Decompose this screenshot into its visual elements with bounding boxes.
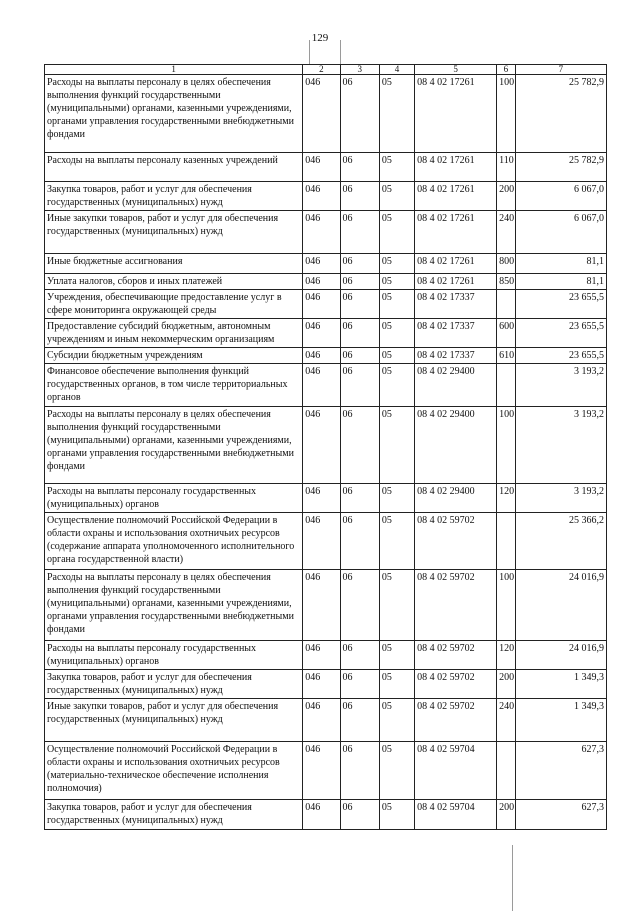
- subsection-code: 05: [379, 570, 414, 641]
- row-name: Закупка товаров, работ и услуг для обеспечения государственных (муниципальных) нужд: [45, 182, 303, 211]
- amount: 81,1: [515, 274, 606, 290]
- subsection-code: 05: [379, 364, 414, 407]
- row-name: Уплата налогов, сборов и иных платежей: [45, 274, 303, 290]
- row-name: Осуществление полномочий Российской Федерации в области охраны и использования охотничьих ресурсов (содержание аппарата уполномоченного исполнительного органа государственной власти): [45, 513, 303, 570]
- target-article-code: 08 4 02 17261: [415, 274, 497, 290]
- row-name: Иные закупки товаров, работ и услуг для обеспечения государственных (муниципальных) нужд: [45, 699, 303, 742]
- subsection-code: 05: [379, 290, 414, 319]
- section-code: 06: [340, 254, 379, 274]
- amount: 23 655,5: [515, 290, 606, 319]
- section-code: 06: [340, 182, 379, 211]
- ved-code: 046: [303, 182, 340, 211]
- target-article-code: 08 4 02 29400: [415, 484, 497, 513]
- target-article-code: 08 4 02 59702: [415, 570, 497, 641]
- subsection-code: 05: [379, 484, 414, 513]
- expense-type-code: 610: [497, 348, 516, 364]
- table-row: [45, 254, 607, 274]
- amount: 6 067,0: [515, 182, 606, 211]
- amount: 627,3: [515, 800, 606, 830]
- subsection-code: 05: [379, 153, 414, 182]
- target-article-code: 08 4 02 17261: [415, 211, 497, 254]
- row-name: Иные бюджетные ассигнования: [45, 254, 303, 274]
- section-code: 06: [340, 742, 379, 800]
- section-code: 06: [340, 153, 379, 182]
- section-code: 06: [340, 699, 379, 742]
- amount: 24 016,9: [515, 570, 606, 641]
- amount: 25 366,2: [515, 513, 606, 570]
- expense-type-code: 240: [497, 211, 516, 254]
- expense-type-code: 100: [497, 407, 516, 484]
- target-article-code: 08 4 02 59702: [415, 670, 497, 699]
- expense-type-code: 200: [497, 670, 516, 699]
- section-code: 06: [340, 800, 379, 830]
- expense-type-code: [497, 290, 516, 319]
- row-name: Расходы на выплаты персоналу в целях обеспечения выполнения функций государственными (муниципальными) органами, казенными учреждениями, органами управления государственными внебюджетными фондами: [45, 407, 303, 484]
- target-article-code: 08 4 02 17337: [415, 290, 497, 319]
- expense-type-code: 120: [497, 641, 516, 670]
- amount: 81,1: [515, 254, 606, 274]
- column-header: 7: [515, 65, 606, 75]
- ved-code: 046: [303, 484, 340, 513]
- row-name: Иные закупки товаров, работ и услуг для обеспечения государственных (муниципальных) нужд: [45, 211, 303, 254]
- subsection-code: 05: [379, 742, 414, 800]
- table-row: [45, 182, 607, 211]
- expense-type-code: 200: [497, 800, 516, 830]
- section-code: 06: [340, 364, 379, 407]
- section-code: 06: [340, 290, 379, 319]
- amount: 6 067,0: [515, 211, 606, 254]
- ved-code: 046: [303, 407, 340, 484]
- table-row: [45, 274, 607, 290]
- target-article-code: 08 4 02 59704: [415, 742, 497, 800]
- amount: 3 193,2: [515, 484, 606, 513]
- ved-code: 046: [303, 274, 340, 290]
- target-article-code: 08 4 02 59704: [415, 800, 497, 830]
- subsection-code: 05: [379, 319, 414, 348]
- row-name: Расходы на выплаты персоналу в целях обеспечения выполнения функций государственными (муниципальными) органами, казенными учреждениями, органами управления государственными внебюджетными фондами: [45, 570, 303, 641]
- section-code: 06: [340, 641, 379, 670]
- ved-code: 046: [303, 742, 340, 800]
- ved-code: 046: [303, 670, 340, 699]
- target-article-code: 08 4 02 59702: [415, 641, 497, 670]
- row-name: Субсидии бюджетным учреждениям: [45, 348, 303, 364]
- table-row: [45, 484, 607, 513]
- subsection-code: 05: [379, 670, 414, 699]
- ved-code: 046: [303, 211, 340, 254]
- row-name: Расходы на выплаты персоналу государственных (муниципальных) органов: [45, 484, 303, 513]
- ved-code: 046: [303, 153, 340, 182]
- expense-type-code: 850: [497, 274, 516, 290]
- table-row: [45, 211, 607, 254]
- expense-type-code: 600: [497, 319, 516, 348]
- expense-type-code: 110: [497, 153, 516, 182]
- column-header: 4: [379, 65, 414, 75]
- ved-code: 046: [303, 570, 340, 641]
- target-article-code: 08 4 02 29400: [415, 407, 497, 484]
- expense-type-code: 800: [497, 254, 516, 274]
- column-header: 5: [415, 65, 497, 75]
- budget-table: [44, 64, 607, 830]
- column-number-row: [45, 65, 607, 75]
- row-name: Финансовое обеспечение выполнения функций государственных органов, в том числе территориальных органов: [45, 364, 303, 407]
- ved-code: 046: [303, 319, 340, 348]
- section-code: 06: [340, 348, 379, 364]
- subsection-code: 05: [379, 254, 414, 274]
- table-row: [45, 153, 607, 182]
- subsection-code: 05: [379, 513, 414, 570]
- section-code: 06: [340, 484, 379, 513]
- section-code: 06: [340, 670, 379, 699]
- amount: 24 016,9: [515, 641, 606, 670]
- ved-code: 046: [303, 641, 340, 670]
- table-row: [45, 75, 607, 153]
- table-row: [45, 670, 607, 699]
- subsection-code: 05: [379, 274, 414, 290]
- expense-type-code: 100: [497, 75, 516, 153]
- expense-type-code: [497, 513, 516, 570]
- column-header: 3: [340, 65, 379, 75]
- target-article-code: 08 4 02 17261: [415, 153, 497, 182]
- target-article-code: 08 4 02 17337: [415, 348, 497, 364]
- table-row: [45, 364, 607, 407]
- ved-code: 046: [303, 290, 340, 319]
- row-name: Закупка товаров, работ и услуг для обеспечения государственных (муниципальных) нужд: [45, 670, 303, 699]
- expense-type-code: 240: [497, 699, 516, 742]
- ved-code: 046: [303, 800, 340, 830]
- subsection-code: 05: [379, 641, 414, 670]
- subsection-code: 05: [379, 182, 414, 211]
- amount: 1 349,3: [515, 670, 606, 699]
- amount: 3 193,2: [515, 407, 606, 484]
- subsection-code: 05: [379, 699, 414, 742]
- subsection-code: 05: [379, 348, 414, 364]
- scan-artifact-line: [512, 845, 513, 911]
- row-name: Осуществление полномочий Российской Федерации в области охраны и использования охотничьих ресурсов (материально-техническое обеспечение исполнения полномочия): [45, 742, 303, 800]
- table-row: [45, 800, 607, 830]
- scan-artifact-line: [309, 40, 310, 64]
- section-code: 06: [340, 407, 379, 484]
- ved-code: 046: [303, 364, 340, 407]
- row-name: Учреждения, обеспечивающие предоставление услуг в сфере мониторинга окружающей среды: [45, 290, 303, 319]
- column-header: 2: [303, 65, 340, 75]
- target-article-code: 08 4 02 17261: [415, 75, 497, 153]
- amount: 23 655,5: [515, 319, 606, 348]
- ved-code: 046: [303, 513, 340, 570]
- section-code: 06: [340, 319, 379, 348]
- subsection-code: 05: [379, 75, 414, 153]
- amount: 627,3: [515, 742, 606, 800]
- table-row: [45, 742, 607, 800]
- amount: 25 782,9: [515, 153, 606, 182]
- table-row: [45, 348, 607, 364]
- table-row: [45, 290, 607, 319]
- expense-type-code: 100: [497, 570, 516, 641]
- section-code: 06: [340, 513, 379, 570]
- subsection-code: 05: [379, 800, 414, 830]
- expense-type-code: 200: [497, 182, 516, 211]
- row-name: Расходы на выплаты персоналу в целях обеспечения выполнения функций государственными (муниципальными) органами, казенными учреждениями, органами управления государственными внебюджетными фондами: [45, 75, 303, 153]
- expense-type-code: [497, 364, 516, 407]
- column-header: 6: [497, 65, 516, 75]
- ved-code: 046: [303, 75, 340, 153]
- page-number: 129: [311, 32, 329, 44]
- amount: 23 655,5: [515, 348, 606, 364]
- row-name: Расходы на выплаты персоналу государственных (муниципальных) органов: [45, 641, 303, 670]
- table-row: [45, 641, 607, 670]
- scan-artifact-line: [340, 40, 341, 64]
- table-row: [45, 513, 607, 570]
- table-row: [45, 407, 607, 484]
- expense-type-code: [497, 742, 516, 800]
- section-code: 06: [340, 570, 379, 641]
- row-name: Закупка товаров, работ и услуг для обеспечения государственных (муниципальных) нужд: [45, 800, 303, 830]
- target-article-code: 08 4 02 17261: [415, 254, 497, 274]
- section-code: 06: [340, 75, 379, 153]
- subsection-code: 05: [379, 407, 414, 484]
- column-header: 1: [45, 65, 303, 75]
- target-article-code: 08 4 02 17261: [415, 182, 497, 211]
- ved-code: 046: [303, 254, 340, 274]
- table-row: [45, 570, 607, 641]
- target-article-code: 08 4 02 17337: [415, 319, 497, 348]
- target-article-code: 08 4 02 59702: [415, 513, 497, 570]
- table-row: [45, 699, 607, 742]
- section-code: 06: [340, 211, 379, 254]
- target-article-code: 08 4 02 29400: [415, 364, 497, 407]
- table-row: [45, 319, 607, 348]
- amount: 25 782,9: [515, 75, 606, 153]
- amount: 1 349,3: [515, 699, 606, 742]
- amount: 3 193,2: [515, 364, 606, 407]
- section-code: 06: [340, 274, 379, 290]
- expense-type-code: 120: [497, 484, 516, 513]
- ved-code: 046: [303, 699, 340, 742]
- subsection-code: 05: [379, 211, 414, 254]
- target-article-code: 08 4 02 59702: [415, 699, 497, 742]
- row-name: Предоставление субсидий бюджетным, автономным учреждениям и иным некоммерческим организациям: [45, 319, 303, 348]
- row-name: Расходы на выплаты персоналу казенных учреждений: [45, 153, 303, 182]
- ved-code: 046: [303, 348, 340, 364]
